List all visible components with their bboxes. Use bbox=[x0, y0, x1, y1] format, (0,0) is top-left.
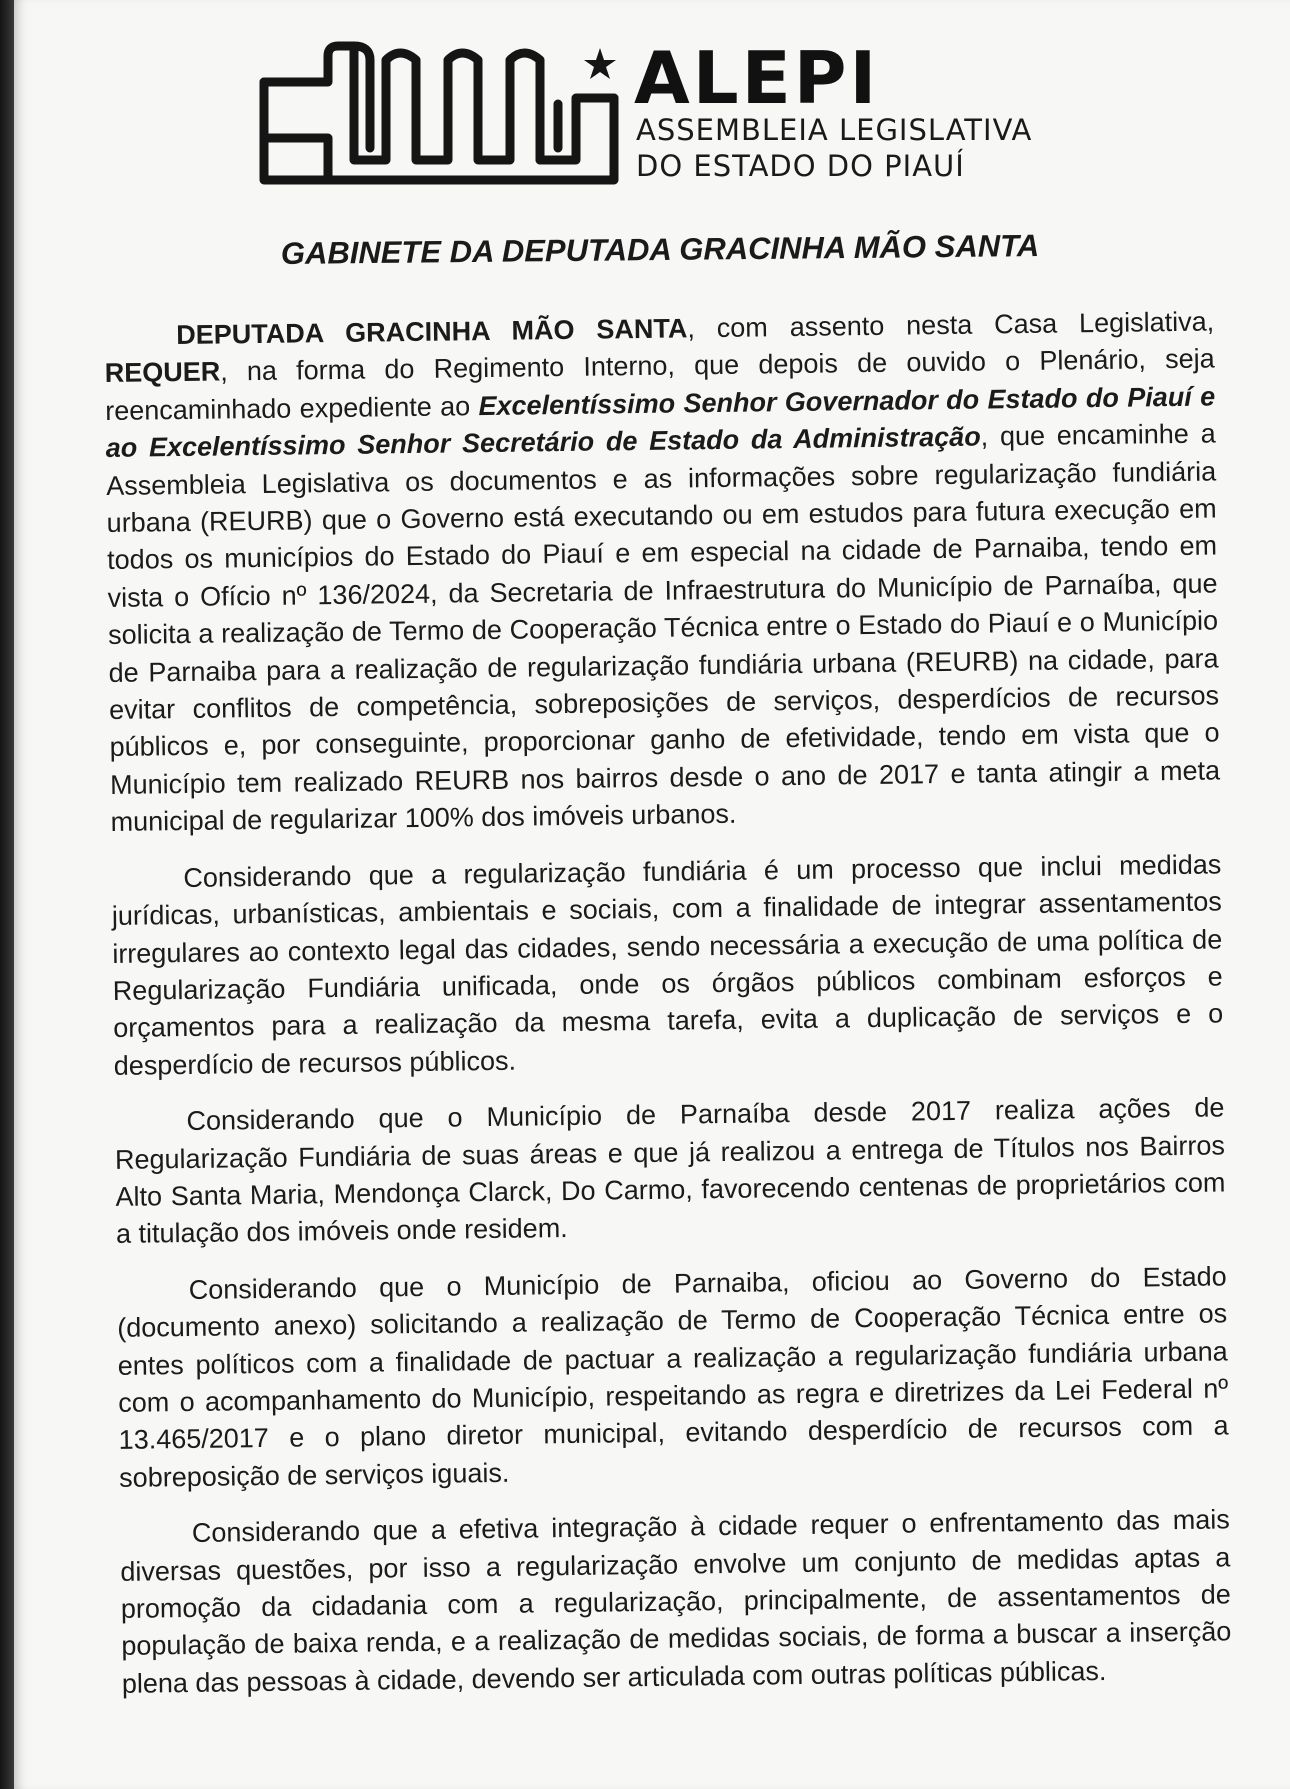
paragraph-text: , com assento nesta Casa Legislativa, bbox=[687, 306, 1215, 344]
author-name: DEPUTADA GRACINHA MÃO SANTA bbox=[176, 313, 688, 351]
document-body bbox=[104, 303, 1232, 1722]
paragraph-considering-3: Considerando que o Município de Parnaiba, oficiou ao Governo do Estado (documento anexo) solicitando a realização de Termo de Cooperação Técnica entre os entes políticos com a finalidade de pactuar a realização a regularização fundiária urbana com o acompanhamento do Município, respeitando as regra e diretrizes da Lei Federal nº 13.465/2017 e o plano diretor municipal, evitando desperdício de recursos com a sobreposição de serviços iguais. bbox=[117, 1261, 1229, 1493]
brand-name: ALEPI bbox=[634, 36, 880, 120]
paragraph-considering-2: Considerando que o Município de Parnaíba desde 2017 realiza ações de Regularização Fundiária de suas áreas e que já realizou a entrega de Títulos nos Bairros Alto Santa Maria, Mendonça Clarck, Do Carmo, favorecendo centenas de proprietários com a titulação dos imóveis onde residem. bbox=[114, 1092, 1226, 1250]
paragraph-considering-4: Considerando que a efetiva integração à cidade requer o enfrentamento das mais diversas questões, por isso a regularização envolve um conjunto de medidas aptas a promoção da cidadania com a regularização, principalmente, de assentamentos de população de baixa renda, e a realização de medidas sociais, de forma a buscar a inserção plena das pessoas à cidade, devendo ser articulada com outras políticas públicas. bbox=[120, 1504, 1232, 1699]
letterhead bbox=[14, 0, 1290, 210]
document-page bbox=[14, 0, 1290, 1789]
page-shadow-edge bbox=[0, 0, 14, 1789]
paragraph-text: , que encaminhe a Assembleia Legislativa os documentos e as informações sobre regularização fundiária urbana (REURB) que o Governo está executando ou em estudos para futura execução em todos os municípios do Estado do Piauí e em especial na cidade de Parnaiba, tendo em vista o Ofício nº 136/2024, da Secretaria de Infraestrutura do Município de Parnaíba, que solicita a realização de Termo de Cooperação Técnica entre o Estado do Piauí e o Município de Parnaiba para a realização de regularização fundiária urbana (REURB) na cidade, para evitar conflitos de competência, sobreposições de serviços, desperdícios de recursos públicos e, por conseguinte, proporcionar ganho de efetividade, tendo em vista que o Município tem realizado REURB nos bairros desde o ano de 2017 e tanta atingir a meta municipal de regularizar 100% dos imóveis urbanos. bbox=[105, 418, 1221, 838]
request-verb: REQUER bbox=[104, 356, 221, 389]
paragraph-considering-1: Considerando que a regularização fundiária é um processo que inclui medidas jurídicas, urbanísticas, ambientais e sociais, com a finalidade de integrar assentamentos irregulares ao contexto legal das cidades, sendo necessária a execução de uma política de Regularização Fundiária unificada, onde os órgãos públicos combinam esforços e orçamentos para a realização da mesma tarefa, evita a duplicação de serviços e o desperdício de recursos públicos. bbox=[111, 849, 1224, 1081]
brand-subtitle-line1: ASSEMBLEIA LEGISLATIVA bbox=[636, 113, 1033, 147]
recipients: Excelentíssimo Senhor Governador do Estado do Piauí e ao Excelentíssimo Senhor Secretário de Estado da Administração bbox=[105, 381, 1216, 464]
brand-subtitle bbox=[636, 112, 1032, 184]
office-title: GABINETE DA DEPUTADA GRACINHA MÃO SANTA bbox=[280, 228, 1040, 271]
alepi-logo-icon bbox=[258, 40, 628, 190]
paragraph-text: , na forma do Regimento Interno, que depois de ouvido o Plenário, seja reencaminhado expediente ao bbox=[105, 343, 1215, 426]
brand-subtitle-line2: DO ESTADO DO PIAUÍ bbox=[636, 149, 965, 183]
paragraph-request bbox=[104, 303, 1221, 841]
